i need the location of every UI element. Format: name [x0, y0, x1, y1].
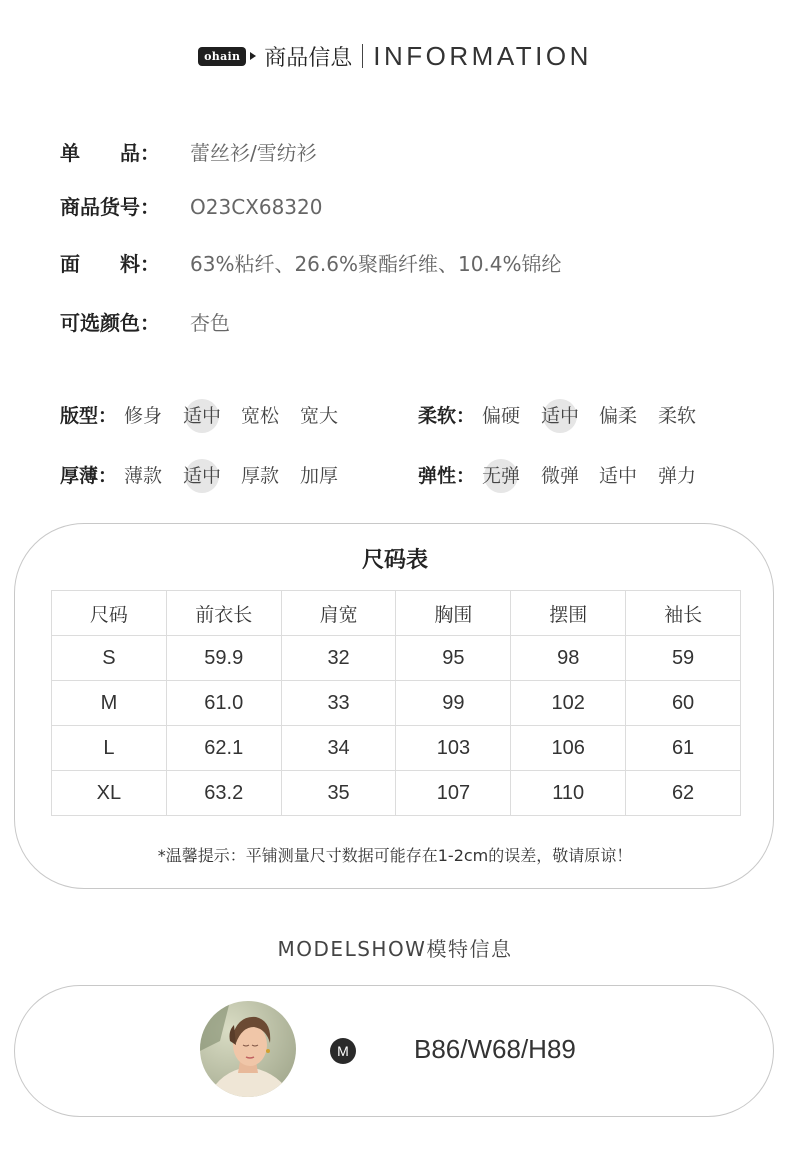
thickness-option: 薄款 [124, 465, 163, 487]
table-cell: 59.9 [166, 636, 281, 681]
model-avatar [200, 1001, 296, 1097]
table-row [52, 681, 741, 726]
thickness-option: 厚款 [241, 465, 280, 487]
softness-option: 偏硬 [482, 405, 521, 427]
elasticity-option: 微弹 [541, 465, 580, 487]
table-cell: 106 [511, 726, 626, 771]
attr-label-softness: 柔软： [418, 405, 476, 427]
table-cell: 59 [626, 636, 741, 681]
model-section-title: MODELSHOW模特信息 [277, 937, 513, 961]
table-cell: 35 [281, 771, 396, 816]
table-cell: XL [52, 771, 167, 816]
fit-option: 宽大 [300, 405, 339, 427]
elasticity-option: 弹力 [658, 465, 697, 487]
table-header-row [52, 591, 741, 636]
table-cell: 63.2 [166, 771, 281, 816]
table-cell: 103 [396, 726, 511, 771]
table-row [52, 636, 741, 681]
table-cell: M [52, 681, 167, 726]
info-label-color: 可选颜色： [60, 311, 160, 335]
softness-option-selected: 适中 [541, 401, 579, 431]
table-cell: 34 [281, 726, 396, 771]
info-label-fabric: 面 料： [60, 252, 160, 276]
table-cell: S [52, 636, 167, 681]
softness-option: 柔软 [658, 405, 697, 427]
brand-logo: ohain [198, 47, 246, 66]
header-title-cn: 商品信息 [264, 45, 353, 71]
table-header-cell: 前衣长 [166, 591, 281, 636]
table-cell: 62 [626, 771, 741, 816]
fit-option: 修身 [124, 405, 163, 427]
model-measurements: B86/W68/H89 [414, 1034, 576, 1064]
table-header-cell: 袖长 [626, 591, 741, 636]
model-info-panel [14, 985, 774, 1117]
table-cell: 60 [626, 681, 741, 726]
table-cell: 99 [396, 681, 511, 726]
elasticity-option: 适中 [599, 465, 638, 487]
model-size-badge: M [330, 1038, 356, 1064]
size-chart-table [51, 590, 741, 816]
attr-label-fit: 版型： [60, 405, 118, 427]
table-header-cell: 肩宽 [281, 591, 396, 636]
softness-option: 偏柔 [599, 405, 638, 427]
info-value-sku: O23CX68320 [190, 195, 323, 219]
table-header-cell: 胸围 [396, 591, 511, 636]
info-label-sku: 商品货号： [60, 195, 160, 219]
thickness-option: 加厚 [300, 465, 339, 487]
header-title-en: INFORMATION [373, 40, 592, 71]
model-portrait-image [200, 1001, 296, 1097]
table-cell: 61 [626, 726, 741, 771]
table-row [52, 771, 741, 816]
table-header-cell: 尺码 [52, 591, 167, 636]
table-cell: 110 [511, 771, 626, 816]
fit-option-selected: 适中 [183, 401, 221, 431]
info-value-color: 杏色 [190, 311, 230, 335]
attr-label-thickness: 厚薄： [60, 465, 118, 487]
table-cell: L [52, 726, 167, 771]
play-arrow-icon [250, 52, 256, 60]
table-header-cell: 摆围 [511, 591, 626, 636]
table-cell: 107 [396, 771, 511, 816]
table-cell: 95 [396, 636, 511, 681]
table-cell: 102 [511, 681, 626, 726]
table-cell: 98 [511, 636, 626, 681]
size-chart-title: 尺码表 [361, 548, 428, 573]
measurement-tip: *温馨提示：平铺测量尺寸数据可能存在1-2cm的误差，敬请原谅！ [157, 846, 633, 865]
table-row [52, 726, 741, 771]
attr-label-elasticity: 弹性： [418, 465, 476, 487]
table-cell: 61.0 [166, 681, 281, 726]
table-cell: 32 [281, 636, 396, 681]
header-divider [362, 44, 363, 68]
elasticity-option-selected: 无弹 [482, 461, 520, 491]
section-header [0, 38, 790, 74]
fit-option: 宽松 [241, 405, 280, 427]
table-cell: 33 [281, 681, 396, 726]
thickness-option-selected: 适中 [183, 461, 221, 491]
info-label-item: 单 品： [60, 141, 160, 165]
table-cell: 62.1 [166, 726, 281, 771]
info-value-item: 蕾丝衫/雪纺衫 [190, 141, 317, 165]
info-value-fabric: 63%粘纤、26.6%聚酯纤维、10.4%锦纶 [190, 252, 562, 276]
